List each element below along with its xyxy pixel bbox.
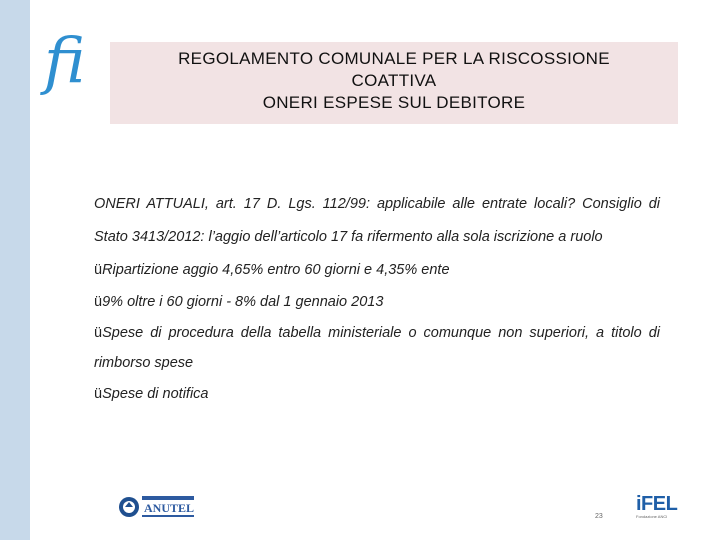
title-line-2: COATTIVA xyxy=(351,71,437,90)
intro-paragraph: ONERI ATTUALI, art. 17 D. Lgs. 112/99: applicabile alle entrate locali? Consiglio di Stato 3413/2012: l’aggio dell’articolo 17 fa rifermento alla sola iscrizione a ruolo xyxy=(94,196,660,245)
check-icon: ü xyxy=(94,325,103,341)
ifel-label: iFEL xyxy=(636,493,678,515)
fi-logo: fi xyxy=(44,24,86,97)
check-icon: ü xyxy=(94,262,103,278)
list-item xyxy=(94,318,660,378)
side-bar xyxy=(0,0,30,540)
anutel-label: ANUTEL xyxy=(144,501,195,515)
anutel-logo xyxy=(118,494,196,520)
ifel-logo xyxy=(636,493,678,524)
slide-title xyxy=(110,42,678,124)
page-number: 23 xyxy=(595,513,603,520)
ifel-subtitle: Fondazione ANCI xyxy=(636,514,668,519)
list-item-text: 9% oltre i 60 giorni - 8% dal 1 gennaio 2013 xyxy=(102,294,384,310)
list-item xyxy=(94,378,660,410)
list-item-text: Spese di notifica xyxy=(102,386,209,402)
list-item xyxy=(94,254,660,286)
list-item-text: Ripartizione aggio 4,65% entro 60 giorni e 4,35% ente xyxy=(102,262,450,278)
check-icon: ü xyxy=(94,386,103,402)
list-item-text: Spese di procedura della tabella ministeriale o comunque non superiori, a titolo di rimborso spese xyxy=(94,325,660,371)
title-line-3: ONERI ESPESE SUL DEBITORE xyxy=(262,93,526,112)
slide-content xyxy=(94,188,660,410)
title-line-1: REGOLAMENTO COMUNALE PER LA RISCOSSIONE xyxy=(178,49,610,68)
list-item xyxy=(94,286,660,318)
check-icon: ü xyxy=(94,294,103,310)
